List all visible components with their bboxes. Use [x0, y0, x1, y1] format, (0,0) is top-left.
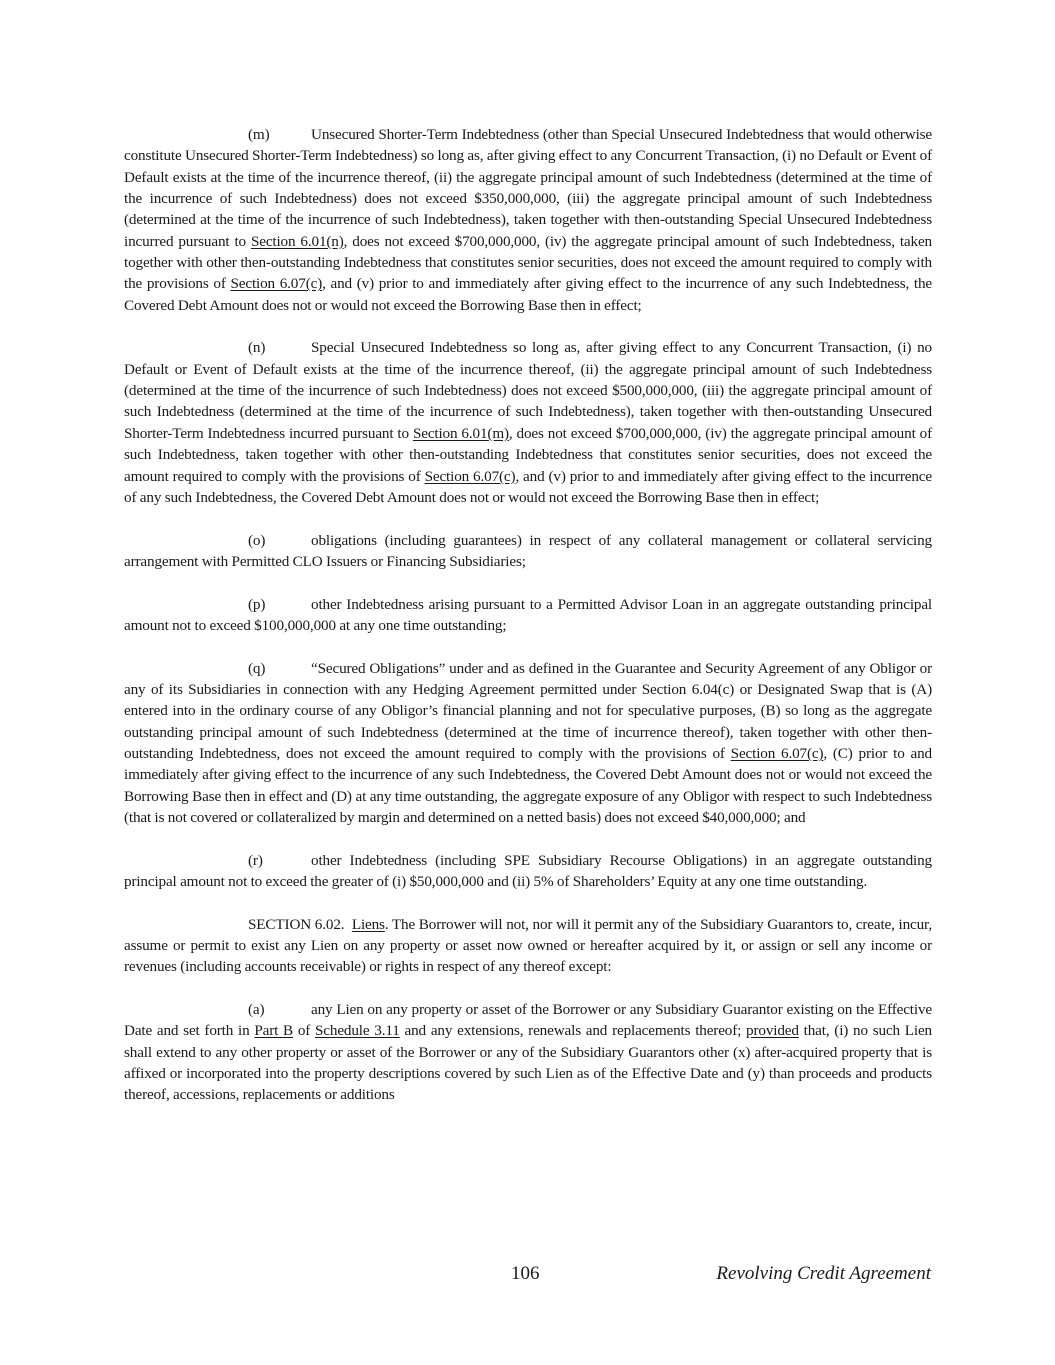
document-title: Revolving Credit Agreement — [716, 1263, 931, 1284]
paragraph-label: (a) — [248, 1001, 265, 1019]
paragraph-m: (m) Unsecured Shorter-Term Indebtedness (other than Special Unsecured Indebtedness that would otherwise constitute Unsecured Shorter-Term Indebtedness) so long as, after giving effect to any Concurrent Transaction, (i) no Default or Event of Default exists at the time of the incurrence thereof, (ii) the aggregate principal amount of such Indebtedness (determined at the time of the incurrence of such Indebtedness) does not exceed $350,000,000, (iii) the aggregate principal amount of such Indebtedness (determined at the time of the incurrence of such Indebtedness), taken together with then-outstanding Special Unsecured Indebtedness incurred pursuant to Section 6.01(n), does not exceed $700,000,000, (iv) the aggregate principal amount of such Indebtedness, taken together with other then-outstanding Indebtedness that constitutes senior securities, does not exceed the amount required to comply with the provisions of Section 6.07(c), and (v) prior to and immediately after giving effect to the incurrence of any such Indebtedness, the Covered Debt Amount does not or would not exceed the Borrowing Base then in effect; — [124, 126, 932, 314]
provided-term: provided — [746, 1022, 799, 1040]
section-6-02: SECTION 6.02. Liens. The Borrower will not, nor will it permit any of the Subsidiary Guarantors to, create, incur, assume or permit to exist any Lien on any property or asset now owned or hereafter acquired by it, or assign or sell any income or revenues (including accounts receivable) or rights in respect of any thereof except: — [124, 915, 932, 976]
paragraph-r: (r) other Indebtedness (including SPE Subsidiary Recourse Obligations) in an aggregate outstanding principal amount not to exceed the greater of (i) $50,000,000 and (ii) 5% of Shareholders’ Equity at any one time outstanding. — [124, 851, 932, 891]
paragraph-p: (p) other Indebtedness arising pursuant to a Permitted Advisor Loan in an aggregate outstanding principal amount not to exceed $100,000,000 at any one time outstanding; — [124, 595, 932, 634]
page-footer — [0, 1263, 1055, 1289]
paragraph-label: (m) — [248, 126, 270, 143]
section-reference: Section 6.07(c) — [230, 275, 323, 293]
section-reference: Section 6.07(c) — [424, 467, 516, 485]
paragraph-label: (r) — [248, 851, 263, 869]
document-page — [124, 124, 932, 1127]
paragraph-n: (n) Special Unsecured Indebtedness so long as, after giving effect to any Concurrent Transaction, (i) no Default or Event of Default exists at the time of the incurrence thereof, (ii) the aggregate principal amount of such Indebtedness (determined at the time of the incurrence of such Indebtedness) does not exceed $500,000,000, (iii) the aggregate principal amount of such Indebtedness (determined at the time of the incurrence of such Indebtedness), taken together with then-outstanding Unsecured Shorter-Term Indebtedness incurred pursuant to Section 6.01(m), does not exceed $700,000,000, (iv) the aggregate principal amount of such Indebtedness, taken together with other then-outstanding Indebtedness that constitutes senior securities, does not exceed the amount required to comply with the provisions of Section 6.07(c), and (v) prior to and immediately after giving effect to the incurrence of any such Indebtedness, the Covered Debt Amount does not or would not exceed the Borrowing Base then in effect; — [124, 339, 932, 506]
section-reference: Section 6.01(m) — [412, 424, 509, 442]
paragraph-o: (o) obligations (including guarantees) in respect of any collateral management or collateral servicing arrangement with Permitted CLO Issuers or Financing Subsidiaries; — [124, 531, 932, 570]
paragraph-a: (a) any Lien on any property or asset of the Borrower or any Subsidiary Guarantor existing on the Effective Date and set forth in Part B of Schedule 3.11 and any extensions, renewals and replacements thereof; provided that, (i) no such Lien shall extend to any other property or asset of the Borrower or any of the Subsidiary Guarantors other (x) after-acquired property that is affixed or incorporated into the property descriptions covered by such Lien as of the Effective Date and (y) than proceeds and products thereof, accessions, replacements or additions — [124, 1001, 932, 1104]
paragraph-label: (p) — [248, 595, 266, 613]
paragraph-label: (q) — [248, 659, 266, 677]
schedule-reference: Schedule 3.11 — [315, 1022, 400, 1040]
paragraph-label: (o) — [248, 531, 266, 549]
part-reference: Part B — [254, 1022, 294, 1040]
page-number: 106 — [511, 1263, 540, 1284]
section-reference: Section 6.07(c) — [730, 744, 824, 762]
paragraph-q: (q) “Secured Obligations” under and as defined in the Guarantee and Security Agreement of any Obligor or any of its Subsidiaries in connection with any Hedging Agreement permitted under Section 6.04(c) or Designated Swap that is (A) entered into in the ordinary course of any Obligor’s financial planning and not for speculative purposes, (B) so long as the aggregate outstanding principal amount of such Indebtedness (determined at the time of incurrence thereof), taken together with other then-outstanding Indebtedness, does not exceed the amount required to comply with the provisions of Section 6.07(c), (C) prior to and immediately after giving effect to the incurrence of any such Indebtedness, the Covered Debt Amount does not or would not exceed the Borrowing Base then in effect and (D) at any time outstanding, the aggregate exposure of any Obligor with respect to such Indebtedness (that is not covered or collateralized by margin and determined on a netted basis) does not exceed $40,000,000; and — [124, 659, 933, 826]
section-reference: Section 6.01(n) — [250, 232, 344, 250]
section-heading: SECTION 6.02. — [248, 915, 345, 933]
paragraph-label: (n) — [248, 339, 266, 357]
section-title: Liens — [351, 915, 385, 933]
